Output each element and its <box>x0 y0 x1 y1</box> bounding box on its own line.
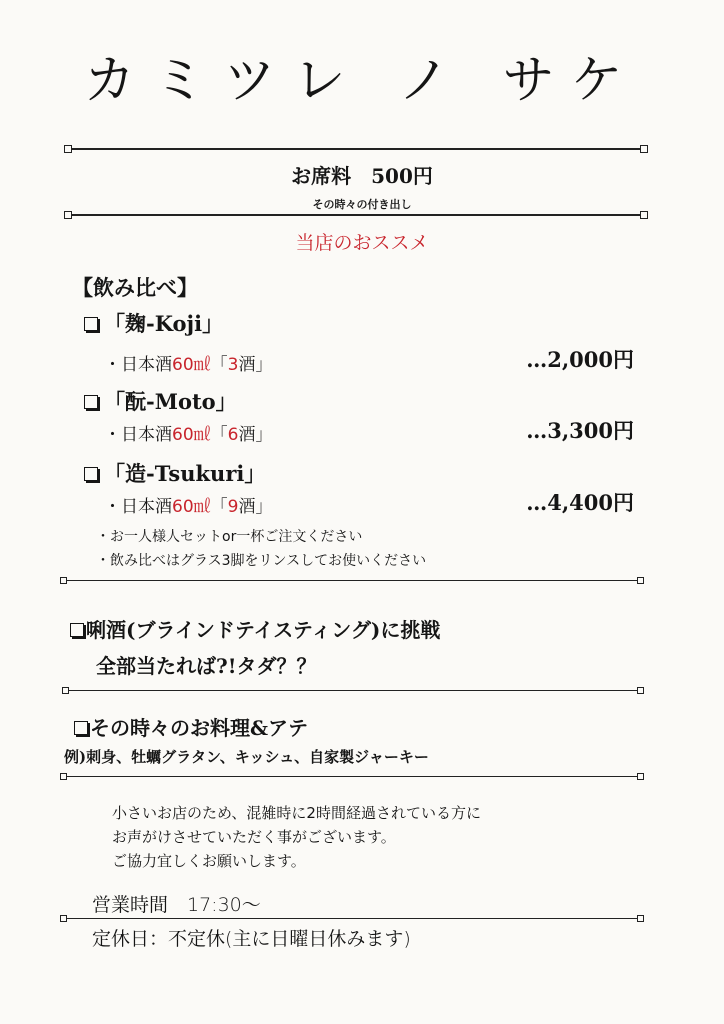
desc-suffix: 酒」 <box>238 497 273 517</box>
notice-line: 小さいお店のため、混雑時に2時間経過されている方に <box>112 804 481 822</box>
notice-line: ご協力宜しくお願いします。 <box>112 852 306 870</box>
desc-suffix: 酒」 <box>238 425 273 445</box>
divider-top <box>68 148 644 150</box>
blind-tasting-heading <box>70 614 440 643</box>
checkbox-icon <box>74 721 88 735</box>
desc-suffix: 酒」 <box>238 355 273 375</box>
item-name: 「麹-Koji」 <box>104 311 224 336</box>
desc-amount: 60㎖ <box>172 355 211 375</box>
checkbox-icon <box>70 623 84 637</box>
tasting-item-price: …2,000円 <box>526 347 634 372</box>
closed-days: 定休日：不定休(主に日曜日休みます) <box>92 928 411 950</box>
item-name: 「酛-Moto」 <box>104 389 237 414</box>
tasting-item-price: …3,300円 <box>526 418 634 443</box>
desc-prefix: ・日本酒 <box>104 355 172 375</box>
item-name: 「造-Tsukuri」 <box>104 461 266 486</box>
desc-amount: 60㎖ <box>172 497 211 517</box>
desc-amount: 60㎖ <box>172 425 211 445</box>
tasting-item-koji <box>84 308 223 338</box>
desc-mid: 「 <box>210 425 228 445</box>
checkbox-icon <box>84 395 98 409</box>
desc-prefix: ・日本酒 <box>104 425 172 445</box>
checkbox-icon <box>84 467 98 481</box>
blind-line1: 唎酒(ブラインドテイスティング)に挑戦 <box>86 618 441 642</box>
checkbox-icon <box>84 317 98 331</box>
desc-count: 3 <box>227 355 239 375</box>
tasting-item-desc <box>104 420 272 445</box>
tasting-item-price: …4,400円 <box>526 490 634 515</box>
tasting-note: ・飲み比べはグラス3脚をリンスしてお使いください <box>96 553 427 569</box>
menu-title: カミツレ ノ サケ <box>83 51 641 111</box>
tasting-item-desc <box>104 492 272 517</box>
divider-food <box>64 776 640 777</box>
tasting-heading: 【飲み比べ】 <box>72 275 198 300</box>
notice-line: お声がけさせていただく事がございます。 <box>112 828 396 846</box>
desc-count: 9 <box>227 497 239 517</box>
food-heading <box>74 712 308 741</box>
cover-charge: お席料 500円 <box>291 164 433 188</box>
food-examples: 例)刺身、牡蠣グラタン、キッシュ、自家製ジャーキー <box>64 748 429 766</box>
desc-mid: 「 <box>210 497 228 517</box>
divider-cover <box>68 214 644 216</box>
divider-blind <box>66 690 640 691</box>
desc-prefix: ・日本酒 <box>104 497 172 517</box>
desc-count: 6 <box>227 425 239 445</box>
food-heading-text: その時々のお料理&アテ <box>90 716 309 740</box>
tasting-item-desc <box>104 350 272 375</box>
business-hours: 営業時間 17:30〜 <box>92 894 261 916</box>
divider-hours <box>64 918 640 919</box>
blind-tasting-sub: 全部当たれば?!タダ？？ <box>96 654 317 678</box>
divider-tasting <box>64 580 640 581</box>
recommend-heading: 当店のおススメ <box>295 232 429 254</box>
tasting-note: ・お一人様人セットor一杯ご注文ください <box>96 529 363 545</box>
desc-mid: 「 <box>210 355 228 375</box>
tasting-item-moto <box>84 386 237 416</box>
cover-charge-sub: その時々の付き出し <box>312 198 412 211</box>
tasting-item-tsukuri <box>84 458 265 488</box>
